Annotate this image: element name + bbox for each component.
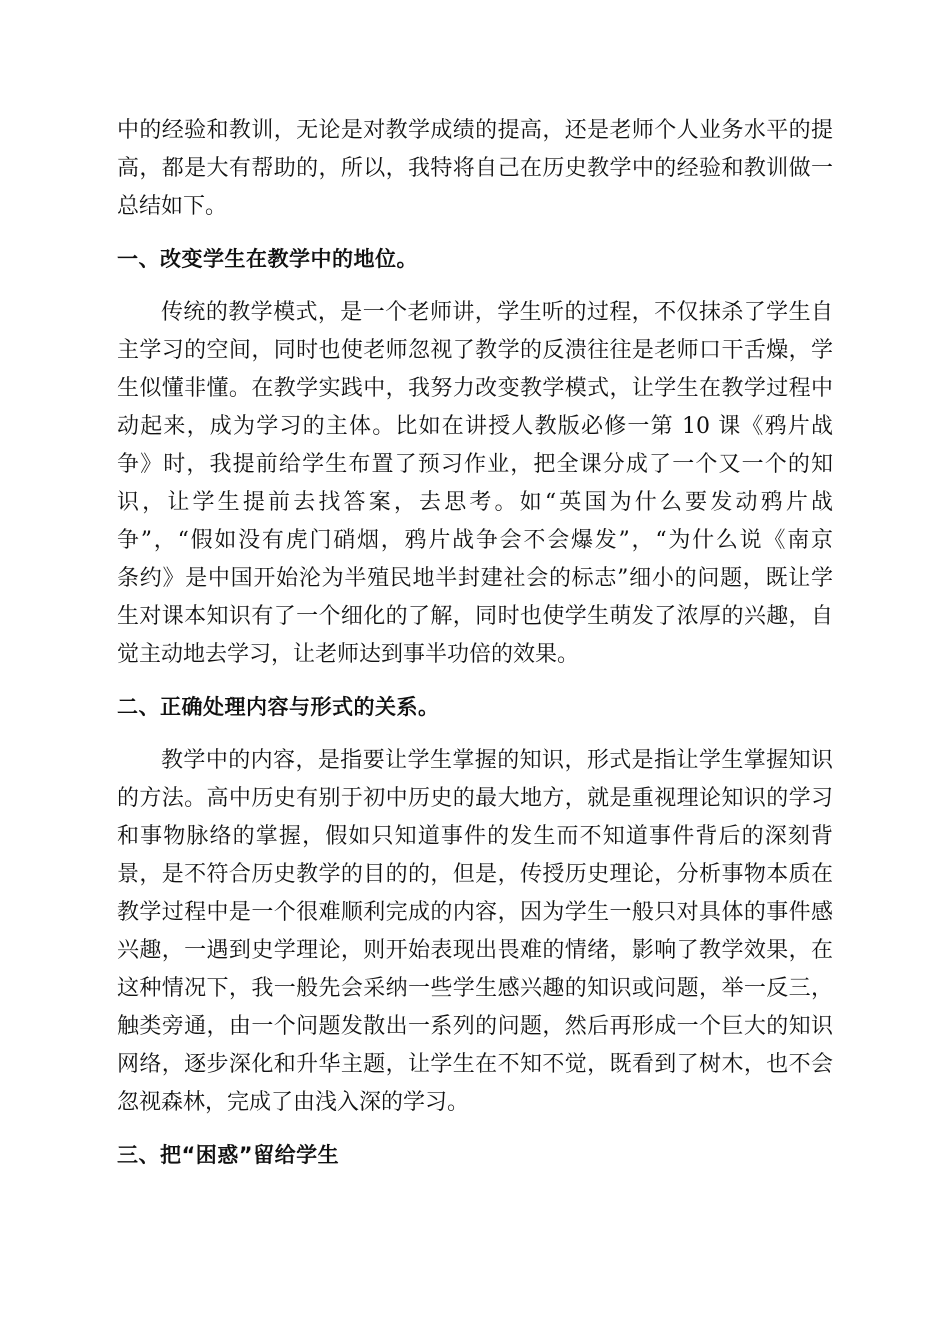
text-line: 中的经验和教训，无论是对教学成绩的提高，还是老师个人业务水平的提 [117,118,833,143]
text-line: 主学习的空间，同时也使老师忽视了教学的反溃往往是老师口干舌燥，学 [117,338,833,363]
text-line: 触类旁通，由一个问题发散出一系列的问题，然后再形成一个巨大的知识 [117,1014,833,1039]
text-line: 生似懂非懂。在教学实践中，我努力改变教学模式，让学生在教学过程中 [117,376,833,401]
text-line: 条约》是中国开始沦为半殖民地半封建社会的标志”细小的问题，既让学 [117,566,833,591]
text-line: 和事物脉络的掌握，假如只知道事件的发生而不知道事件背后的深刻背 [117,824,833,849]
text-line: 这种情况下，我一般先会采纳一些学生感兴趣的知识或问题，举一反三， [117,976,833,1001]
section-3-heading: 三、把“困惑”留给学生 [117,1143,340,1167]
text-line: 争》时，我提前给学生布置了预习作业，把全课分成了一个又一个的知 [117,452,833,477]
text-line: 网络，逐步深化和升华主题，让学生在不知不觉，既看到了树木，也不会 [117,1052,833,1077]
text-line: 觉主动地去学习，让老师达到事半功倍的效果。 [117,642,580,667]
section-1-paragraph [117,294,833,674]
document-body [117,112,833,1174]
text-line: 忽视森林，完成了由浅入深的学习。 [117,1090,470,1115]
text-line: 动起来，成为学习的主体。比如在讲授人教版必修一第 10 课《鸦片战 [117,414,833,439]
text-line: 教学中的内容，是指要让学生掌握的知识，形式是指让学生掌握知识 [161,748,833,773]
text-line: 生对课本知识有了一个细化的了解，同时也使学生萌发了浓厚的兴趣，自 [117,604,833,629]
section-1-heading: 一、改变学生在教学中的地位。 [117,247,418,271]
text-line: 传统的教学模式，是一个老师讲，学生听的过程，不仅抹杀了学生自 [161,300,833,325]
text-line: 兴趣，一遇到史学理论，则开始表现出畏难的情绪，影响了教学效果，在 [117,938,833,963]
text-line: 争”，“假如没有虎门硝烟，鸦片战争会不会爆发”，“为什么说《南京 [117,528,833,553]
text-line: 教学过程中是一个很难顺利完成的内容，因为学生一般只对具体的事件感 [117,900,833,925]
text-line: 识，让学生提前去找答案，去思考。如“英国为什么要发动鸦片战 [117,490,833,515]
section-2-heading: 二、正确处理内容与形式的关系。 [117,695,440,719]
intro-paragraph [117,112,833,226]
text-line: 的方法。高中历史有别于初中历史的最大地方，就是重视理论知识的学习 [117,786,833,811]
text-line: 景，是不符合历史教学的目的的，但是，传授历史理论，分析事物本质在 [117,862,833,887]
text-line: 高，都是大有帮助的，所以，我特将自己在历史教学中的经验和教训做一 [117,156,833,181]
text-line: 总结如下。 [117,194,228,219]
section-2-paragraph [117,742,833,1122]
